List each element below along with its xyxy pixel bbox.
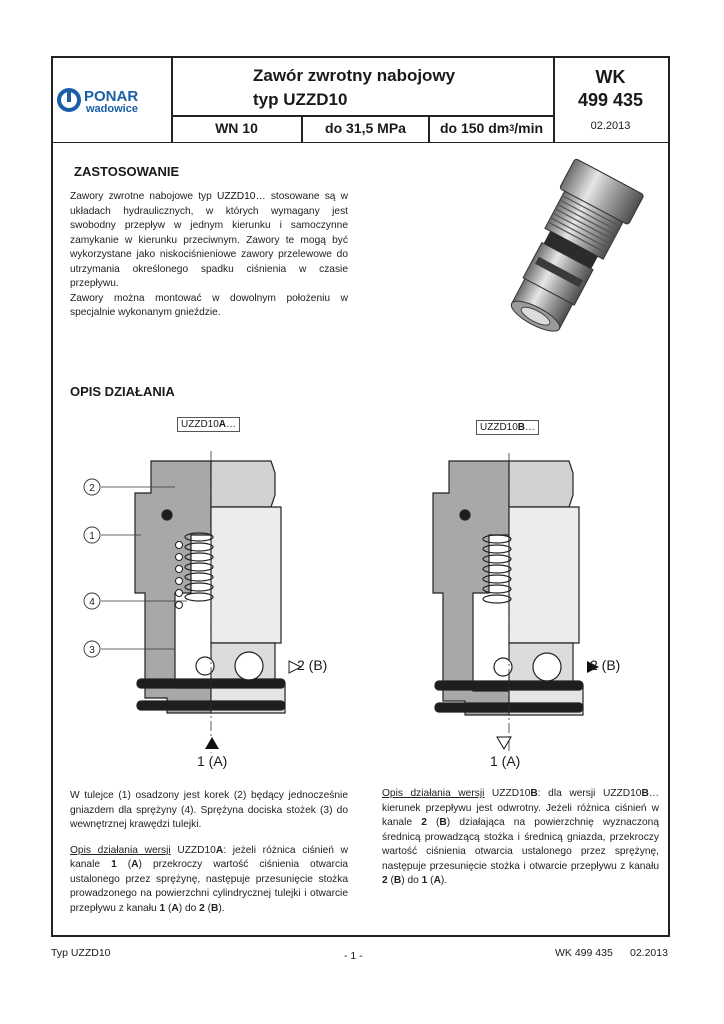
catalog-number — [553, 66, 668, 112]
title-line-2: typ UZZD10 — [253, 90, 348, 109]
cross-section-a-diagram — [75, 443, 315, 763]
document-frame — [51, 56, 670, 937]
ponar-logo — [53, 58, 171, 142]
page-number: - 1 - — [344, 950, 363, 962]
section-heading-operation: OPIS DZIAŁANIA — [70, 384, 175, 399]
port-b-label-b: 2 (B) — [590, 657, 621, 673]
port-a-label-a: 1 (A) — [197, 753, 228, 769]
callout-3: 3 — [89, 645, 95, 656]
wk-number: 499 435 — [577, 90, 644, 110]
wk-label: WK — [595, 67, 626, 87]
valve-product-photo — [478, 158, 658, 348]
port-a-arrow-outline — [496, 736, 512, 750]
document-title — [253, 64, 455, 112]
operation-text-left — [70, 789, 348, 916]
version-b-label: UZZD10B… — [476, 420, 539, 435]
svg-text:wadowice: wadowice — [86, 103, 138, 115]
callout-1: 1 — [89, 531, 95, 542]
version-a-label: UZZD10A… — [177, 417, 240, 432]
header-table — [53, 58, 668, 143]
flow-sup: 3 — [509, 123, 515, 133]
callout-2: 2 — [89, 483, 95, 494]
operation-text-right — [382, 787, 659, 889]
flow-prefix: do 150 dm — [439, 120, 510, 136]
port-b-label-a: 2 (B) — [297, 657, 328, 673]
logo-icon — [56, 85, 168, 115]
application-paragraph-1: Zawory zwrotne nabojowe typ UZZD10… stosowane są w układach hydraulicznych, w których wymagany jest swobodny przepływ w jednym kierunku i samoczynne zamykanie w kierunku przeciwnym. Zawory te mogą być wykorzystane jako niskociśnieniowe zawory przelewowe do utrzymania określonego spadku ciśnienia w czasie przepływu. — [70, 191, 348, 289]
section-heading-application: ZASTOSOWANIE — [74, 164, 180, 179]
callout-4: 4 — [89, 597, 95, 608]
port-a-arrow-filled — [204, 736, 220, 750]
header-date: 02.2013 — [590, 120, 631, 132]
footer-code: WK 499 435 — [555, 947, 613, 959]
flow-suffix: /min — [514, 120, 544, 136]
svg-text:PONAR: PONAR — [84, 88, 139, 105]
spec-nominal-size: WN 10 — [215, 120, 258, 136]
footer-date: 02.2013 — [630, 947, 668, 959]
operation-paragraph-2: Opis działania wersji UZZD10A: jeżeli różnica ciśnień w kanale 1 (A) przekroczy wartość ciśnienia otwarcia ustalonego przez sprężynę, następuje przesunięcie stożka prowadzonego na powierzchni cylindrycznej tulejki i otwarcie przepływu z kanału 1 (A) do 2 (B). — [70, 844, 349, 914]
port-a-label-b: 1 (A) — [490, 753, 521, 769]
title-line-1: Zawór zwrotny nabojowy — [253, 66, 456, 85]
application-text — [70, 190, 348, 321]
application-paragraph-2: Zawory można montować w dowolnym położeniu w specjalnie wykonanym gnieździe. — [70, 292, 348, 318]
operation-paragraph-1: W tulejce (1) osadzony jest korek (2) będący jednocześnie gniazdem dla sprężyny (4). Sprężyna dociska stożek (3) do wewnętrznej krawędzi tulejki. — [70, 790, 348, 830]
spec-flow — [430, 116, 553, 140]
operation-paragraph-3: Opis działania wersji UZZD10B: dla wersji UZZD10B… kierunek przepływu jest odwrotny. Jeżeli różnica ciśnień w kanale 2 (B) działająca na powierzchnię wyznaczoną średnicą prowadzącą stożka i średnicą gniazda, przekroczy wartość ciśnienia otwarcia ustalonego przez sprężynę, następuje przesunięcie stożka i otwarcie przepływu z kanału 2 (B) do 1 (A). — [382, 788, 659, 886]
footer-type: Typ UZZD10 — [51, 947, 111, 959]
spec-pressure: do 31,5 MPa — [325, 120, 406, 136]
cross-section-b-diagram — [415, 453, 645, 763]
